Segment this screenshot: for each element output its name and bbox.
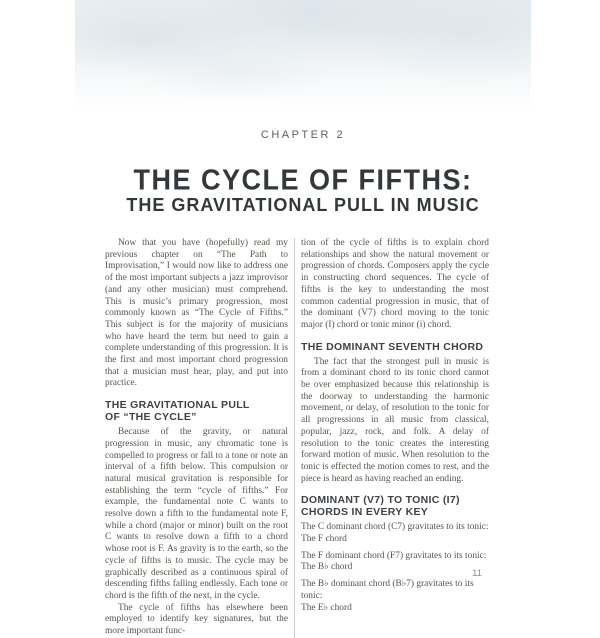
section-heading-v7-to-tonic	[301, 494, 489, 518]
column-divider	[294, 238, 295, 638]
chord-resolution-result: The F chord	[301, 534, 347, 545]
heading-line: CHORDS IN EVERY KEY	[301, 506, 429, 519]
page-title-line2: THE GRAVITATIONAL PULL IN MUSIC	[126, 195, 480, 215]
page-title	[75, 165, 531, 215]
page-title-line1: THE CYCLE OF FIFTHS:	[133, 164, 473, 196]
book-page	[75, 0, 531, 637]
function-continuation-paragraph: tion of the cycle of fifths is to explain chord relationships and show the natural movement or progression of chords. Composers apply the cycle in constructing chord sequences. The cycle of fifths is the key to understanding the most common cadential progression in music, that of the dominant (V7) chord moving to the tonic major (I) chord or tonic minor (i) chord.	[301, 238, 489, 330]
chord-resolution-text: The C dominant chord (C7) gravitates to its tonic:	[301, 522, 489, 533]
section-heading-dominant-seventh: THE DOMINANT SEVENTH CHORD	[301, 340, 484, 353]
chord-resolution-item	[301, 522, 489, 545]
chord-resolution-item	[301, 579, 489, 614]
chord-resolution-result: The B♭ chord	[301, 562, 353, 573]
two-column-body	[105, 238, 489, 638]
chord-resolution-text: The B♭ dominant chord (B♭7) gravitates to its tonic:	[301, 579, 474, 601]
scan-texture-band	[75, 0, 531, 112]
key-signatures-paragraph: The cycle of fifths has elsewhere been employed to identify key signatures, but the more important func-	[105, 602, 288, 637]
chord-resolution-text: The F dominant chord (F7) gravitates to its tonic:	[301, 550, 487, 561]
gravity-paragraph: Because of the gravity, or natural progression in music, any chromatic tone is compelled to progress or fall to a tone or note an interval of a fifth below. This compulsion or natural musical gravitation is responsible for establishing the term “cycle of fifths.” For example, the fundamental note C wants to resolve down a fifth to the fundamental note F, while a chord (major or minor) built on the root C wants to resolve down a fifth to a chord whose root is F. As gravity is to the earth, so the cycle of fifths is to music. The cycle may be graphically described as a continuous spiral of descending fifths falling endlessly. Each tone or chord is the fifth of the next, in the cycle.	[105, 427, 288, 601]
right-column	[301, 238, 489, 638]
heading-line: DOMINANT (V7) TO TONIC (I7)	[301, 494, 460, 507]
heading-line: THE GRAVITATIONAL PULL	[105, 399, 250, 412]
section-heading-gravitational-pull	[105, 399, 288, 423]
heading-line: OF “THE CYCLE”	[105, 411, 197, 424]
chapter-label: CHAPTER 2	[260, 129, 346, 141]
page-number: 11	[472, 568, 482, 579]
intro-paragraph: Now that you have (hopefully) read my previous chapter on “The Path to Improvisation,” I would now like to address one of the most important subjects a jazz improvisor (and any other musician) must comprehend. This is music’s primary progression, most commonly known as “The Cycle of Fifths.” This subject is for the majority of musicians who have heard the term but need to gain a complete understanding of this progression. It is the first and most important chord progression that a musician must hear, play, and put into practice.	[105, 238, 288, 389]
left-column	[105, 238, 288, 638]
chord-resolution-item	[301, 551, 489, 574]
strongest-pull-paragraph: The fact that the strongest pull in music is from a dominant chord to its tonic chord cannot be over emphasized because this relationship is the doorway to understanding the harmonic movement, or delay, of resolution to the tonic for all progressions in all music from classical, popular, jazz, rock, and folk. A delay of resolution to the tonic creates the interesting forward motion of music. When resolution to the tonic is effected the motion comes to rest, and the piece is heard as having reached an ending.	[301, 356, 489, 484]
chord-resolution-result: The E♭ chord	[301, 602, 352, 613]
